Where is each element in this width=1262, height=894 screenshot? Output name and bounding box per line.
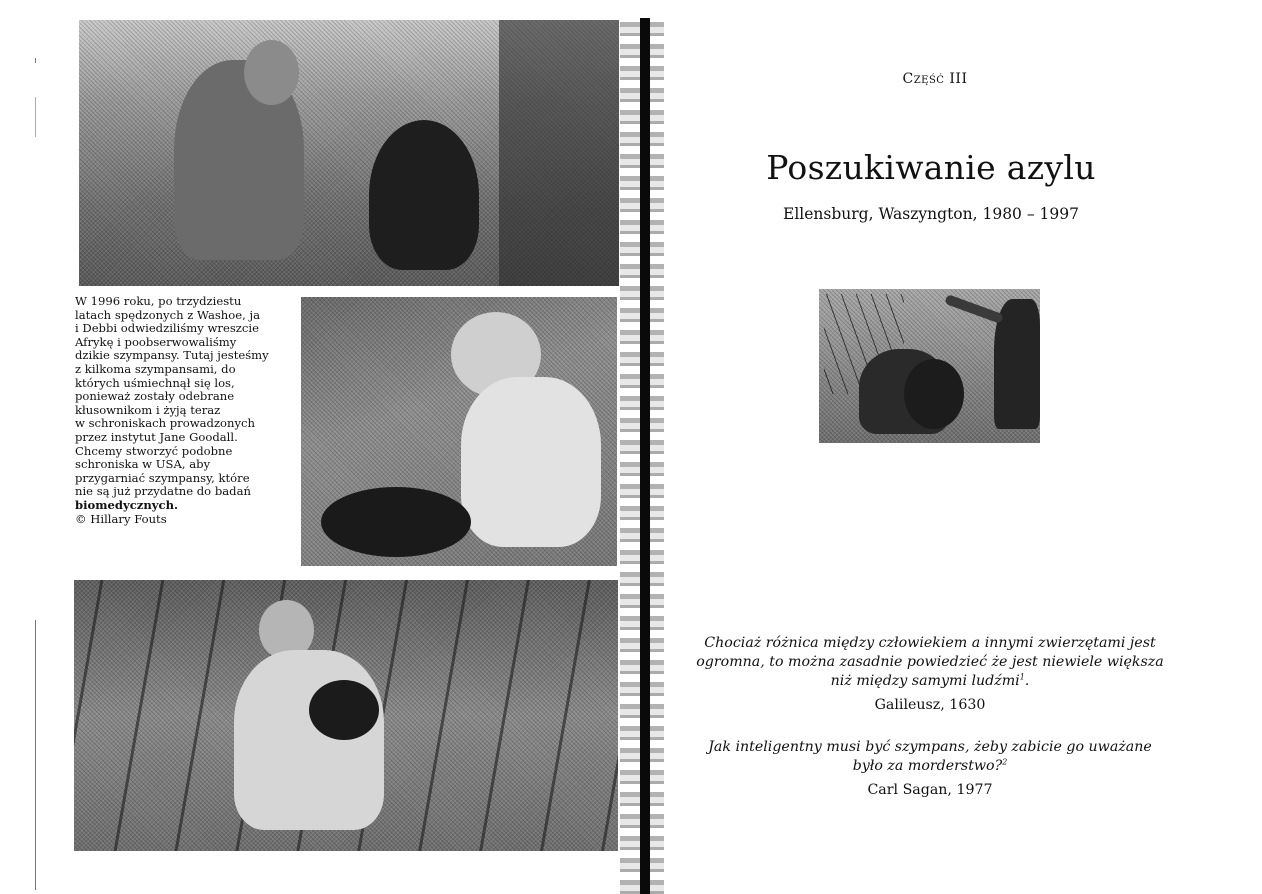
- quote-text: [680, 738, 1180, 776]
- person-figure: [461, 377, 601, 547]
- caption-line: ponieważ zostały odebrane: [75, 389, 235, 404]
- person-figure: [234, 650, 384, 830]
- photo-man-with-lying-chimp: [301, 297, 617, 566]
- quote-line: Jak inteligentny musi być szympans, żeby zabicie go uważane: [708, 739, 1152, 755]
- caption-line: biomedycznych.: [75, 497, 179, 512]
- right-page: [650, 0, 1262, 894]
- chapter-title: Poszukiwanie azylu: [766, 148, 1096, 187]
- chimp-figure: [369, 120, 479, 270]
- person-head: [244, 40, 299, 105]
- quote-punctuation: .: [1024, 673, 1030, 689]
- chapter-subtitle: Ellensburg, Waszyngton, 1980 – 1997: [783, 205, 1079, 223]
- caption-line: przez instytut Jane Goodall.: [75, 429, 238, 444]
- caption-line: których uśmiechnął się los,: [75, 375, 235, 390]
- photo-woman-with-chimp: [74, 580, 618, 851]
- caption-line: nie są już przydatne do badań: [75, 484, 251, 499]
- caption-line: schroniska w USA, aby: [75, 457, 211, 472]
- caption-line: dzikie szympansy. Tutaj jesteśmy: [75, 348, 269, 363]
- photo-caption: [75, 295, 300, 526]
- part-label: Część III: [902, 71, 968, 87]
- caption-line: kłusownikom i żyją teraz: [75, 402, 221, 417]
- chimp-figure: [321, 487, 471, 557]
- footnote-marker[interactable]: 2: [1002, 757, 1008, 767]
- epigraph-sagan: [680, 738, 1180, 800]
- epigraph-galileo: [680, 634, 1180, 715]
- chimp-figure: [309, 680, 379, 740]
- photo-man-with-chimp: [79, 20, 619, 286]
- caption-line: Chcemy stworzyć podobne: [75, 443, 233, 458]
- caption-line: w schroniskach prowadzonych: [75, 416, 256, 431]
- chimp-figure: [904, 359, 964, 429]
- shadow-area: [499, 20, 619, 286]
- quote-line: ogromna, to można zasadnie powiedzieć że jest niewiele większa: [696, 654, 1164, 670]
- quote-line: Chociaż różnica między człowiekiem a innymi zwierzętami jest: [704, 635, 1156, 651]
- caption-line: Afrykę i poobserwowaliśmy: [75, 334, 237, 349]
- scan-artifact: [35, 58, 36, 63]
- gutter-core: [640, 18, 650, 894]
- photo-credit: © Hillary Fouts: [75, 511, 167, 526]
- caption-line: z kilkoma szympansami, do: [75, 361, 236, 376]
- quote-text: [680, 634, 1180, 691]
- caption-line: i Debbi odwiedziliśmy wreszcie: [75, 321, 259, 336]
- quote-attribution: Galileusz, 1630: [874, 697, 986, 713]
- quote-attribution: Carl Sagan, 1977: [867, 782, 993, 798]
- photo-people-with-chimps: [819, 289, 1040, 443]
- quote-line: niż między samymi ludźmi: [830, 673, 1020, 689]
- scan-artifact: [35, 620, 36, 890]
- scan-artifact: [35, 97, 36, 137]
- caption-line: przygarniać szympansy, które: [75, 470, 250, 485]
- footnote-marker[interactable]: 1: [1019, 672, 1025, 682]
- caption-line: W 1996 roku, po trzydziestu: [75, 294, 242, 308]
- quote-line: było za morderstwo?: [852, 758, 1003, 774]
- caption-line: latach spędzonych z Washoe, ja: [75, 307, 260, 322]
